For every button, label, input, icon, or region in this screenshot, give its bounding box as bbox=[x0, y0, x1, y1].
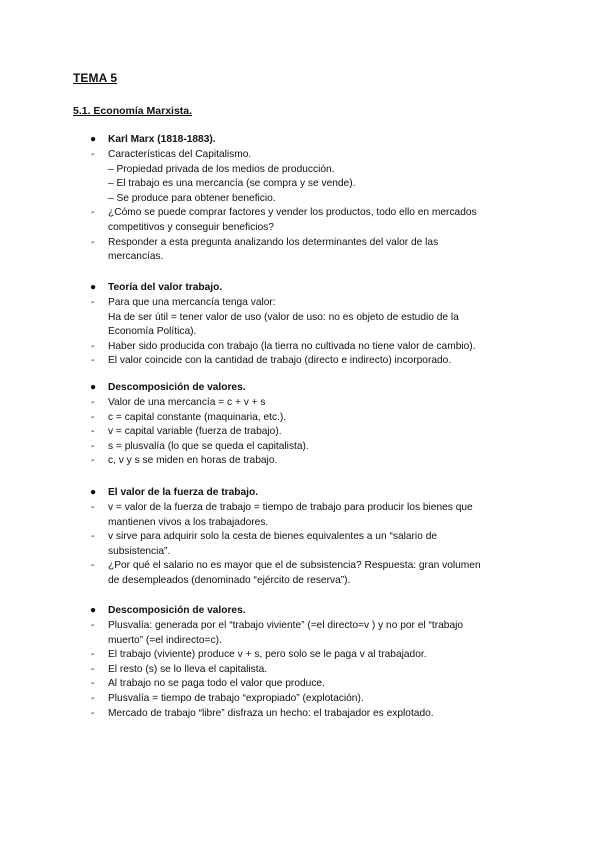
list-item-line: Ha de ser útil = tener valor de uso (valor de uso: no es objeto de estudio de la bbox=[108, 311, 459, 323]
bullet-icon: ● bbox=[90, 134, 97, 145]
section-heading-text: Descomposición de valores. bbox=[108, 605, 246, 616]
list-item-line: Haber sido producida con trabajo (la tierra no cultivada no tiene valor de cambio). bbox=[108, 340, 476, 352]
list-item-line: c, v y s se miden en horas de trabajo. bbox=[108, 455, 278, 467]
dash-bullet: - bbox=[91, 355, 95, 367]
list-item-line: subsistencia”. bbox=[108, 545, 171, 557]
bullet-icon: ● bbox=[90, 382, 97, 393]
dash-bullet: - bbox=[91, 411, 95, 423]
bullet-icon: ● bbox=[90, 605, 97, 616]
list-item-line: El trabajo (viviente) produce v + s, pero solo se le paga v al trabajador. bbox=[108, 649, 427, 661]
dash-bullet: - bbox=[91, 663, 95, 675]
dash-bullet: - bbox=[91, 620, 95, 631]
dash-bullet: - bbox=[91, 207, 95, 219]
list-item-line: ¿Cómo se puede comprar factores y vender los productos, todo ello en mercados bbox=[108, 207, 477, 219]
list-item-line: competitivos y conseguir beneficios? bbox=[108, 222, 274, 233]
list-item-line: v = valor de la fuerza de trabajo = tiempo de trabajo para producir los bienes que bbox=[108, 502, 473, 513]
dash-bullet: - bbox=[91, 426, 95, 438]
dash-bullet: - bbox=[91, 297, 95, 308]
dash-bullet: - bbox=[91, 560, 95, 572]
list-item-line: v sirve para adquirir solo la cesta de bienes equivalentes a un “salario de bbox=[108, 531, 438, 543]
list-item-line: – Propiedad privada de los medios de producción. bbox=[108, 163, 335, 175]
list-item-line: Valor de una mercancía = c + v + s bbox=[108, 397, 266, 408]
list-item-line: Plusvalía: generada por el “trabajo viviente” (=el directo=v ) y no por el “trabajo bbox=[108, 620, 464, 631]
dash-bullet: - bbox=[91, 397, 95, 408]
list-item-line: Mercado de trabajo “libre” disfraza un hecho: el trabajador es explotado. bbox=[108, 707, 434, 719]
dash-bullet: - bbox=[91, 678, 95, 690]
list-item-line: – El trabajo es una mercancía (se compra y se vende). bbox=[108, 178, 356, 190]
list-item-line: mantienen vivos a los trabajadores. bbox=[108, 516, 269, 528]
dash-bullet: - bbox=[91, 502, 95, 513]
list-item-line: Responder a esta pregunta analizando los determinantes del valor de las bbox=[108, 236, 439, 248]
section-heading-text: Descomposición de valores. bbox=[108, 382, 246, 393]
dash-bullet: - bbox=[91, 149, 95, 160]
list-item-line: Características del Capitalismo. bbox=[108, 149, 252, 160]
bullet-icon: ● bbox=[90, 282, 97, 293]
dash-bullet: - bbox=[91, 531, 95, 543]
list-item-line: – Se produce para obtener beneficio. bbox=[108, 192, 276, 204]
bullet-icon: ● bbox=[90, 487, 97, 498]
list-item-line: Plusvalía = tiempo de trabajo “expropiado” (explotación). bbox=[108, 693, 364, 704]
document-subtitle: 5.1. Economía Marxista. bbox=[73, 105, 193, 117]
list-item-line: s = plusvalía (lo que se queda el capitalista). bbox=[108, 440, 309, 452]
dash-bullet: - bbox=[91, 707, 95, 719]
list-item-line: Al trabajo no se paga todo el valor que produce. bbox=[108, 678, 325, 690]
section-heading-text: Teoría del valor trabajo. bbox=[108, 282, 223, 293]
list-item-line: v = capital variable (fuerza de trabajo). bbox=[108, 426, 282, 438]
dash-bullet: - bbox=[91, 340, 95, 352]
dash-bullet: - bbox=[91, 455, 95, 467]
list-item-line: mercancías. bbox=[108, 251, 164, 263]
list-item-line: Para que una mercancía tenga valor: bbox=[108, 297, 276, 308]
list-item-line: ¿Por qué el salario no es mayor que el de subsistencia? Respuesta: gran volumen bbox=[108, 560, 481, 572]
list-item-line: El resto (s) se lo lleva el capitalista. bbox=[108, 663, 268, 675]
list-item-line: El valor coincide con la cantidad de trabajo (directo e indirecto) incorporado. bbox=[108, 355, 452, 367]
list-item-line: c = capital constante (maquinaria, etc.). bbox=[108, 411, 287, 423]
dash-bullet: - bbox=[91, 236, 95, 248]
dash-bullet: - bbox=[91, 440, 95, 452]
dash-bullet: - bbox=[91, 649, 95, 661]
document-title: TEMA 5 bbox=[73, 71, 118, 85]
list-item-line: Economía Política). bbox=[108, 326, 197, 338]
list-item-line: de desempleados (denominado “ejército de reserva”). bbox=[108, 575, 351, 586]
section-heading-text: El valor de la fuerza de trabajo. bbox=[108, 487, 259, 498]
dash-bullet: - bbox=[91, 693, 95, 704]
section-heading-text: Karl Marx (1818-1883). bbox=[108, 134, 216, 145]
list-item-line: muerto” (=el indirecto=c). bbox=[108, 634, 222, 646]
